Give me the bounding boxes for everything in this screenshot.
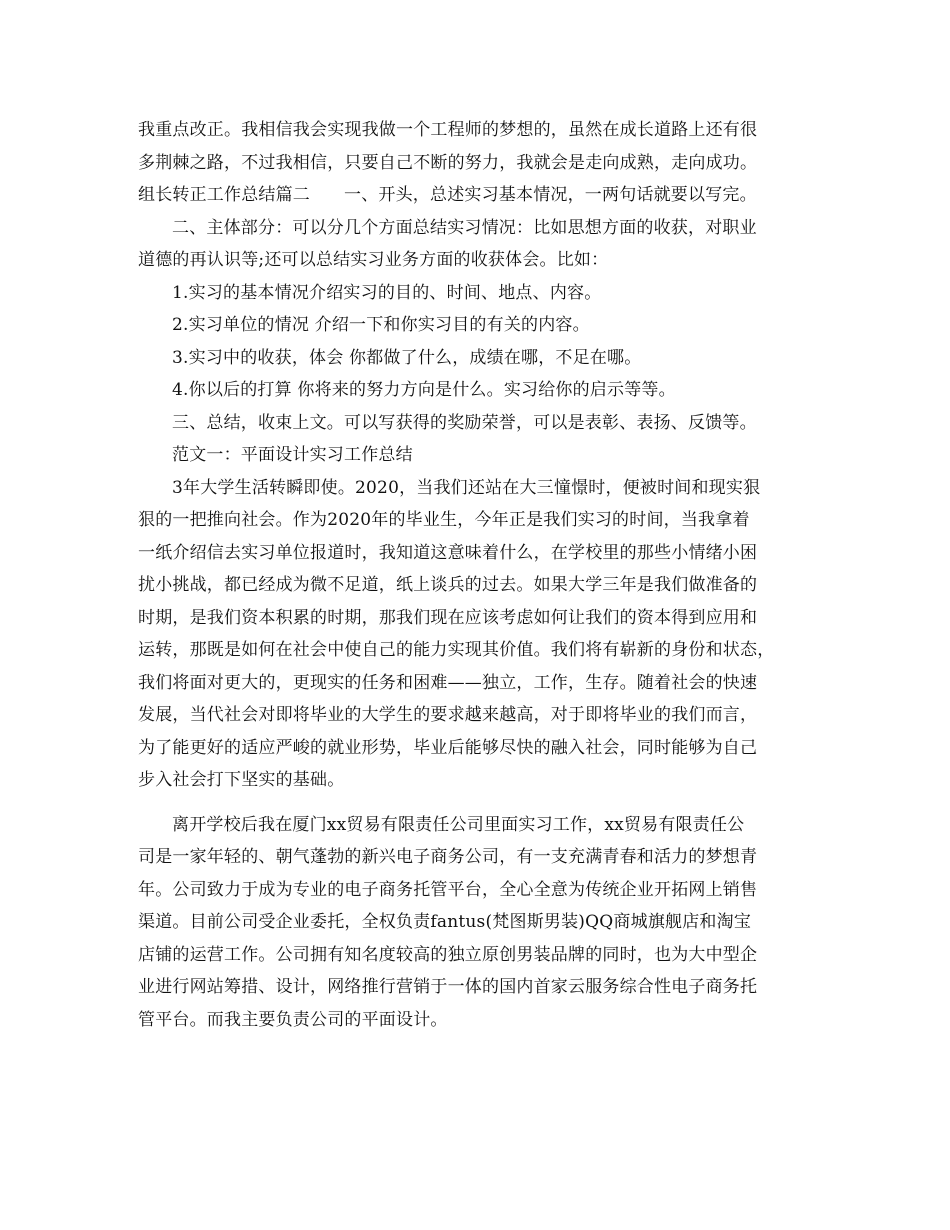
- text-line: 我们将面对更大的，更现实的任务和困难——独立，工作，生存。随着社会的快速: [138, 672, 758, 693]
- document-page: [138, 114, 828, 1036]
- text-line: 渠道。目前公司受企业委托，全权负责fantus(梵图斯男装)QQ商城旗舰店和淘宝: [138, 912, 752, 932]
- text-line: 司是一家年轻的、朝气蓬勃的新兴电子商务公司，有一支充满青春和活力的梦想青: [138, 847, 758, 867]
- text-line: 一纸介绍信去实习单位报道时，我知道这意味着什么，在学校里的那些小情绪小困: [138, 542, 758, 563]
- text-line: 多荆棘之路，不过我相信，只要自己不断的努力，我就会是走向成熟，走向成功。: [138, 152, 758, 173]
- text-line: 我重点改正。我相信我会实现我做一个工程师的梦想的，虽然在成长道路上还有很: [138, 120, 758, 140]
- text-line: 发展，当代社会对即将毕业的大学生的要求越来越高，对于即将毕业的我们而言，: [138, 705, 758, 725]
- text-line: 年。公司致力于成为专业的电子商务托管平台，全心全意为传统企业开拓网上销售: [138, 879, 758, 900]
- list-item: 1.实习的基本情况介绍实习的目的、时间、地点、内容。: [172, 282, 602, 303]
- text-line: 时期，是我们资本积累的时期，那我们现在应该考虑如何让我们的资本得到应用和: [138, 607, 758, 628]
- text-line: 运转，那既是如何在社会中使自己的能力实现其价值。我们将有崭新的身份和状态，: [138, 640, 775, 660]
- text-line: 二、主体部分：可以分几个方面总结实习情况：比如思想方面的收获，对职业: [172, 217, 757, 238]
- text-span: 一、开头，总述实习基本情况，一两句话就要以写完。: [344, 185, 757, 205]
- list-item: 3.实习中的收获，体会 你都做了什么，成绩在哪，不足在哪。: [172, 347, 642, 368]
- text-line: 管平台。而我主要负责公司的平面设计。: [138, 1009, 448, 1030]
- sample-title: 范文一：平面设计实习工作总结: [172, 445, 413, 465]
- text-line: 道德的再认识等;还可以总结实习业务方面的收获体会。比如：: [138, 250, 609, 270]
- list-item: 4.你以后的打算 你将来的努力方向是什么。实习给你的启示等等。: [172, 380, 676, 400]
- text-line: 扰小挑战，都已经成为微不足道，纸上谈兵的过去。如果大学三年是我们做准备的: [138, 575, 758, 595]
- text-line: 离开学校后我在厦门xx贸易有限责任公司里面实习工作，xx贸易有限责任公: [172, 814, 745, 835]
- section-heading: 组长转正工作总结篇二: [138, 185, 310, 205]
- text-line: 步入社会打下坚实的基础。: [138, 770, 345, 790]
- text-line: [138, 179, 828, 212]
- text-line: 三、总结，收束上文。可以写获得的奖励荣誉，可以是表彰、表扬、反馈等。: [172, 412, 757, 433]
- text-line: 3年大学生活转瞬即使。2020，当我们还站在大三憧憬时，便被时间和现实狠: [172, 477, 761, 498]
- text-line: 店铺的运营工作。公司拥有知名度较高的独立原创男装品牌的同时，也为大中型企: [138, 944, 758, 965]
- list-item: 2.实习单位的情况 介绍一下和你实习目的有关的内容。: [172, 315, 590, 335]
- text-line: 狠的一把推向社会。作为2020年的毕业生，今年正是我们实习的时间，当我拿着: [138, 510, 750, 530]
- text-line: 为了能更好的适应严峻的就业形势，毕业后能够尽快的融入社会，同时能够为自己: [138, 737, 758, 758]
- text-line: 业进行网站筹措、设计，网络推行营销于一体的国内首家云服务综合性电子商务托: [138, 977, 758, 997]
